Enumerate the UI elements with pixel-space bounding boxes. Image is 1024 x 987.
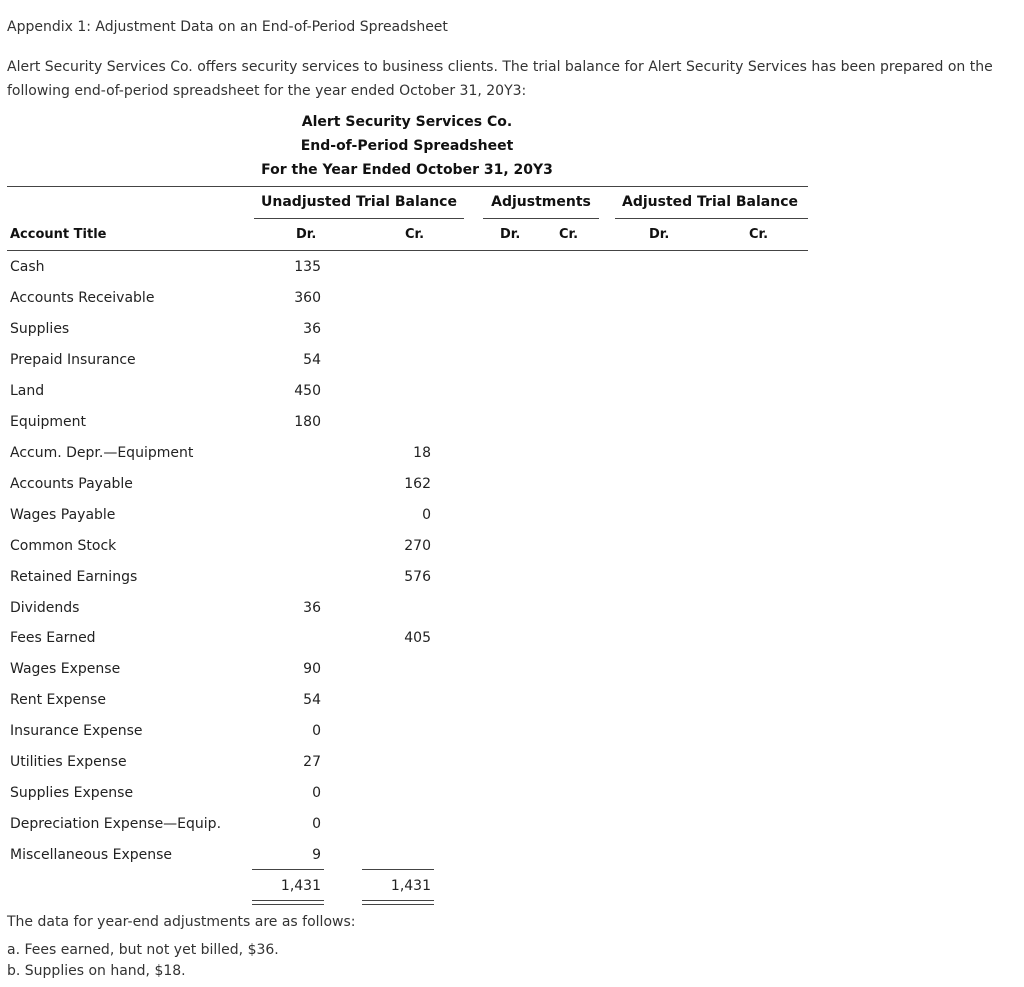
table-row <box>0 569 820 600</box>
col-atb-cr: Cr. <box>749 227 769 242</box>
table-row <box>0 600 820 631</box>
utb-dr-value: 135 <box>294 259 321 275</box>
utb-dr-value: 450 <box>294 383 321 399</box>
utb-dr-value: 360 <box>294 290 321 306</box>
account-title: Utilities Expense <box>10 754 127 770</box>
account-title: Miscellaneous Expense <box>10 847 173 863</box>
account-title: Accounts Receivable <box>10 290 155 306</box>
group-adjustments-rule <box>483 218 599 219</box>
col-atb-dr: Dr. <box>649 227 670 242</box>
table-row <box>0 290 820 321</box>
account-title: Common Stock <box>10 538 117 554</box>
utb-dr-value: 36 <box>303 600 321 616</box>
table-row <box>0 538 820 569</box>
col-utb-dr: Dr. <box>296 227 317 242</box>
table-row <box>0 383 820 414</box>
account-title: Rent Expense <box>10 692 106 708</box>
account-title: Insurance Expense <box>10 723 143 739</box>
col-adj-dr: Dr. <box>500 227 521 242</box>
total-cr-rule <box>362 869 434 870</box>
table-row <box>0 352 820 383</box>
table-top-rule <box>7 186 808 187</box>
table-row <box>0 692 820 723</box>
table-row <box>0 661 820 692</box>
adjustments-intro: The data for year-end adjustments are as follows: <box>7 914 356 930</box>
utb-cr-value: 162 <box>404 476 431 492</box>
total-dr-value: 1,431 <box>280 878 321 894</box>
account-title: Retained Earnings <box>10 569 138 585</box>
account-title: Accounts Payable <box>10 476 133 492</box>
utb-cr-value: 270 <box>404 538 431 554</box>
group-adjustments: Adjustments <box>491 194 591 210</box>
account-title: Fees Earned <box>10 630 96 646</box>
group-adjusted-rule <box>615 218 808 219</box>
total-cr-value: 1,431 <box>390 878 431 894</box>
table-row <box>0 476 820 507</box>
utb-dr-value: 27 <box>303 754 321 770</box>
total-cr-double-rule <box>362 900 434 905</box>
table-row <box>0 723 820 754</box>
table-row <box>0 785 820 816</box>
group-unadjusted-rule <box>254 218 464 219</box>
utb-cr-value: 576 <box>404 569 431 585</box>
account-title: Accum. Depr.—Equipment <box>10 445 194 461</box>
period-line: For the Year Ended October 31, 20Y3 <box>261 162 553 178</box>
utb-dr-value: 180 <box>294 414 321 430</box>
statement-name: End-of-Period Spreadsheet <box>300 138 514 154</box>
utb-dr-value: 90 <box>303 661 321 677</box>
account-title: Supplies <box>10 321 70 337</box>
utb-dr-value: 54 <box>303 692 321 708</box>
account-title: Wages Payable <box>10 507 116 523</box>
intro-paragraph: Alert Security Services Co. offers security services to business clients. The trial balance for Alert Security Services has been prepared on the following end-of-period spreadsheet for the year ended October 31, 20Y3: <box>7 59 993 99</box>
account-title: Cash <box>10 259 45 275</box>
utb-dr-value: 54 <box>303 352 321 368</box>
utb-cr-value: 0 <box>422 507 431 523</box>
table-row <box>0 414 820 445</box>
appendix-heading: Appendix 1: Adjustment Data on an End-of-Period Spreadsheet <box>7 19 448 35</box>
account-title: Dividends <box>10 600 80 616</box>
account-title: Depreciation Expense—Equip. <box>10 816 222 832</box>
account-title: Prepaid Insurance <box>10 352 136 368</box>
utb-dr-value: 0 <box>312 785 321 801</box>
table-row <box>0 754 820 785</box>
total-dr-rule <box>252 869 324 870</box>
utb-dr-value: 9 <box>312 847 321 863</box>
utb-cr-value: 405 <box>404 630 431 646</box>
company-name: Alert Security Services Co. <box>301 114 513 130</box>
utb-dr-value: 36 <box>303 321 321 337</box>
account-title: Land <box>10 383 45 399</box>
account-title: Equipment <box>10 414 86 430</box>
table-row <box>0 816 820 847</box>
adjustment-item: a. Fees earned, but not yet billed, $36. <box>7 942 279 958</box>
group-unadjusted: Unadjusted Trial Balance <box>261 194 457 210</box>
table-row <box>0 259 820 290</box>
col-account-title: Account Title <box>10 227 107 242</box>
adjustment-item: b. Supplies on hand, $18. <box>7 963 186 979</box>
col-adj-cr: Cr. <box>559 227 579 242</box>
group-adjusted: Adjusted Trial Balance <box>622 194 798 210</box>
account-title: Supplies Expense <box>10 785 134 801</box>
utb-dr-value: 0 <box>312 723 321 739</box>
account-title: Wages Expense <box>10 661 121 677</box>
utb-cr-value: 18 <box>413 445 431 461</box>
header-bottom-rule <box>7 250 808 251</box>
col-utb-cr: Cr. <box>405 227 425 242</box>
table-row <box>0 507 820 538</box>
table-row <box>0 445 820 476</box>
table-row <box>0 321 820 352</box>
utb-dr-value: 0 <box>312 816 321 832</box>
table-row <box>0 847 820 878</box>
total-dr-double-rule <box>252 900 324 905</box>
table-row <box>0 630 820 661</box>
